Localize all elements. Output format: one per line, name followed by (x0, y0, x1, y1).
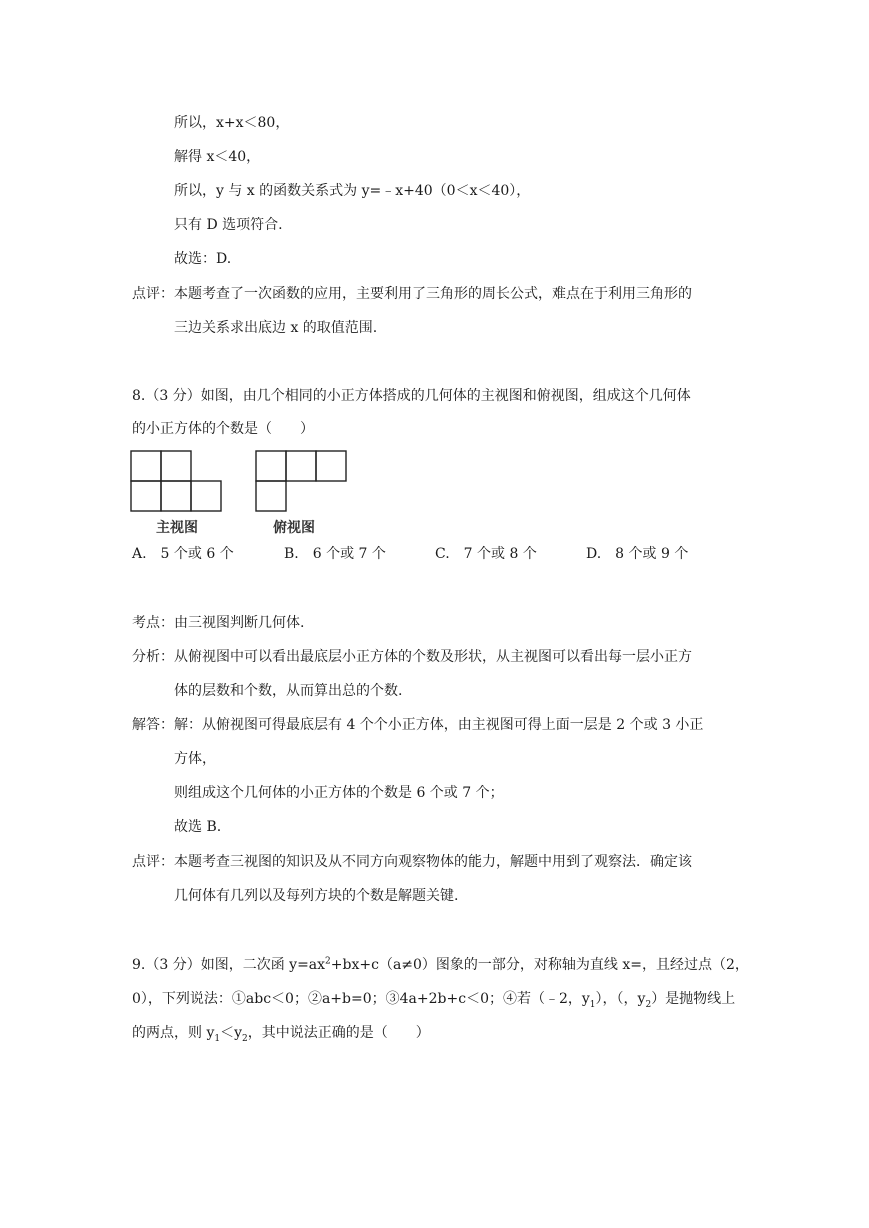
q7-line-4: 只有 D 选项符合. (174, 217, 283, 233)
q9-l3-b: ＜y (220, 1025, 243, 1041)
q9-l1-a: 9.（3 分）如图，二次函 y=ax (132, 957, 326, 973)
front-view-cell (131, 481, 161, 511)
q9-l2-sub2: 2 (645, 999, 652, 1010)
q9-line-2 (132, 989, 735, 1009)
q8-jieda-label: 解答： (132, 717, 174, 733)
top-view-caption: 俯视图 (273, 520, 315, 536)
q8-fenxi-label: 分析： (132, 649, 174, 665)
q9-l3-c: ，其中说法正确的是（ ） (247, 1025, 430, 1041)
q8-fenxi-2: 体的层数和个数，从而算出总的个数. (174, 683, 403, 699)
q8-stem-2: 的小正方体的个数是（ ） (132, 421, 314, 437)
q7-comment-2: 三边关系求出底边 x 的取值范围. (174, 320, 378, 336)
q8-comment-2: 几何体有几列以及每列方块的个数是解题关键. (174, 888, 459, 904)
q8-option-a: A. 5 个或 6 个 (132, 546, 234, 562)
top-view-cell (316, 451, 346, 481)
q9-l3-sub2: 2 (242, 1033, 248, 1044)
q9-l1-sup: 2 (325, 956, 331, 967)
q8-jieda-4: 故选 B. (174, 819, 222, 835)
q9-l2-b: ），（，y (595, 991, 646, 1007)
front-view-caption: 主视图 (156, 520, 198, 536)
q8-comment-label: 点评： (132, 854, 174, 870)
front-view-cell (131, 451, 161, 481)
q8-option-b: B. 6 个或 7 个 (284, 546, 386, 562)
q8-option-d: D. 8 个或 9 个 (586, 546, 689, 562)
q9-line-1 (132, 955, 749, 975)
q8-jieda-3: 则组成这个几何体的小正方体的个数是 6 个或 7 个； (174, 785, 504, 801)
q8-comment-1: 本题考查三视图的知识及从不同方向观察物体的能力，解题中用到了观察法．确定该 (174, 854, 692, 870)
front-view-cell (161, 451, 191, 481)
q9-l2-sub1: 1 (589, 999, 596, 1010)
q7-line-3: 所以，y 与 x 的函数关系式为 y=﹣x+40（0＜x＜40）， (174, 183, 531, 199)
q7-line-1: 所以，x+x＜80， (174, 115, 290, 131)
q9-l1-b: +bx+c（a≠0）图象的一部分，对称轴为直线 x=，且经过点（2， (330, 957, 749, 973)
q8-stem-1: 8.（3 分）如图，由几个相同的小正方体搭成的几何体的主视图和俯视图，组成这个几何体 (132, 388, 691, 404)
q7-line-2: 解得 x＜40， (174, 149, 261, 165)
top-view-figure (255, 449, 349, 513)
front-view-figure (130, 449, 224, 513)
q9-l2-c: ）是抛物线上 (651, 991, 736, 1007)
q7-comment-1: 本题考查了一次函数的应用，主要利用了三角形的周长公式，难点在于利用三角形的 (174, 286, 692, 302)
q7-comment-label: 点评： (132, 286, 174, 302)
q9-l3-sub1: 1 (214, 1033, 221, 1044)
q8-fenxi-1: 从俯视图中可以看出最底层小正方体的个数及形状，从主视图可以看出每一层小正方 (174, 649, 692, 665)
top-view-cell (256, 451, 286, 481)
q9-line-3 (132, 1023, 430, 1043)
q9-l3-a: 的两点，则 y (132, 1025, 215, 1041)
q7-line-5: 故选：D. (174, 251, 232, 267)
front-view-cell (161, 481, 191, 511)
top-view-cell (286, 451, 316, 481)
q8-kaodian: 考点：由三视图判断几何体. (132, 615, 305, 631)
q8-option-c: C. 7 个或 8 个 (435, 546, 537, 562)
q8-jieda-1: 解：从俯视图可得最底层有 4 个个小正方体，由主视图可得上面一层是 2 个或 3 小正 (174, 717, 704, 733)
q8-jieda-2: 方体， (174, 751, 216, 767)
top-view-cell (256, 481, 286, 511)
q9-l2-a: 0），下列说法：①abc＜0；②a+b=0；③4a+2b+c＜0；④若（﹣2，y (132, 991, 590, 1007)
front-view-cell (191, 481, 221, 511)
